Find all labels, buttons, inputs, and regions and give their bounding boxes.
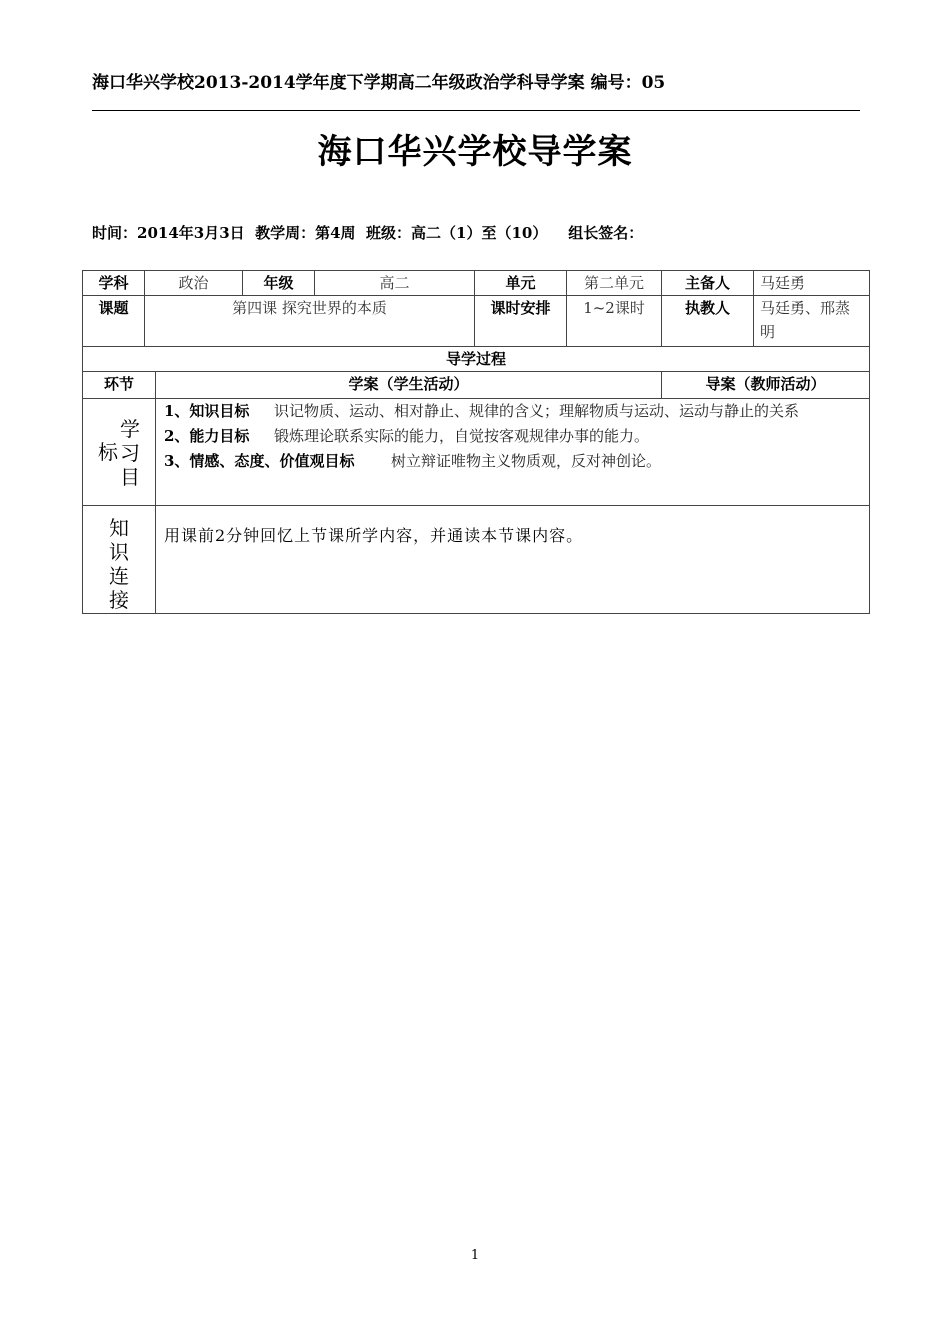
learning-goals-content: [156, 399, 870, 506]
unit-label: 单元: [475, 271, 567, 296]
info-row-2: [83, 296, 870, 347]
knowledge-link-label-char-2: 识: [109, 540, 129, 564]
week-value: 第4周: [315, 224, 356, 242]
page-number: 1: [470, 1248, 480, 1263]
knowledge-link-row: [83, 506, 870, 614]
column-header-row: [83, 372, 870, 399]
header-rule: [92, 110, 860, 111]
knowledge-link-text: 用课前2分钟回忆上节课所学内容，并通读本节课内容。: [164, 526, 584, 545]
learning-goals-label-char-1: 学: [120, 417, 140, 441]
goal-item-values: [164, 449, 863, 474]
learning-goals-label: [83, 399, 156, 506]
hours-value: 1~2课时: [567, 296, 662, 347]
time-value: 2014年3月3日: [137, 224, 245, 242]
goal-text: 识记物质、运动、相对静止、规律的含义；理解物质与运动、运动与静止的关系: [274, 402, 800, 420]
knowledge-link-content: [156, 506, 870, 614]
learning-goals-row: [83, 399, 870, 506]
goal-head: 2、能力目标: [164, 427, 250, 445]
goal-head: 3、情感、态度、价值观目标: [164, 452, 355, 470]
topic-label: 课题: [83, 296, 145, 347]
knowledge-link-label-char-3: 连: [109, 564, 129, 588]
knowledge-link-label-char-1: 知: [109, 516, 129, 540]
grade-value: 高二: [315, 271, 475, 296]
leader-signature-label: 组长签名：: [568, 224, 644, 242]
preparer-label: 主备人: [662, 271, 754, 296]
teacher-label: 执教人: [662, 296, 754, 347]
hours-label: 课时安排: [475, 296, 567, 347]
goal-head: 1、知识目标: [164, 402, 250, 420]
goal-text: 锻炼理论联系实际的能力，自觉按客观规律办事的能力。: [274, 427, 650, 445]
running-header: 海口华兴学校2013-2014学年度下学期高二年级政治学科导学案 编号：05: [92, 73, 666, 93]
process-heading: 导学过程: [83, 347, 870, 372]
grade-label: 年级: [243, 271, 315, 296]
week-label: 教学周：: [255, 224, 316, 242]
subject-label: 学科: [83, 271, 145, 296]
time-label: 时间：: [92, 224, 138, 242]
learning-goals-label-char-3: 目: [120, 465, 140, 489]
subject-value: 政治: [145, 271, 243, 296]
learning-goals-label-char-4: 标: [98, 440, 118, 464]
learning-goals-label-char-2: 习: [120, 441, 140, 465]
document-title: 海口华兴学校导学案: [317, 132, 633, 172]
unit-value: 第二单元: [567, 271, 662, 296]
class-value: 高二（1）至（10）: [411, 224, 548, 242]
preparer-value: 马廷勇: [754, 271, 870, 296]
lesson-plan-table: [82, 270, 870, 614]
meta-line: [92, 222, 643, 243]
info-row-1: [83, 271, 870, 296]
stage-column-header: 环节: [83, 372, 156, 399]
topic-value: 第四课 探究世界的本质: [145, 296, 475, 347]
goal-item-ability: [164, 424, 863, 449]
student-activity-column-header: 学案（学生活动）: [156, 372, 662, 399]
teacher-activity-column-header: 导案（教师活动）: [662, 372, 870, 399]
class-label: 班级：: [366, 224, 412, 242]
goal-item-knowledge: [164, 399, 863, 424]
goal-text: 树立辩证唯物主义物质观，反对神创论。: [391, 452, 662, 470]
knowledge-link-label-char-4: 接: [109, 588, 129, 612]
process-heading-row: [83, 347, 870, 372]
knowledge-link-label: [83, 506, 156, 614]
teacher-value: 马廷勇、邢蒸明: [754, 296, 870, 347]
